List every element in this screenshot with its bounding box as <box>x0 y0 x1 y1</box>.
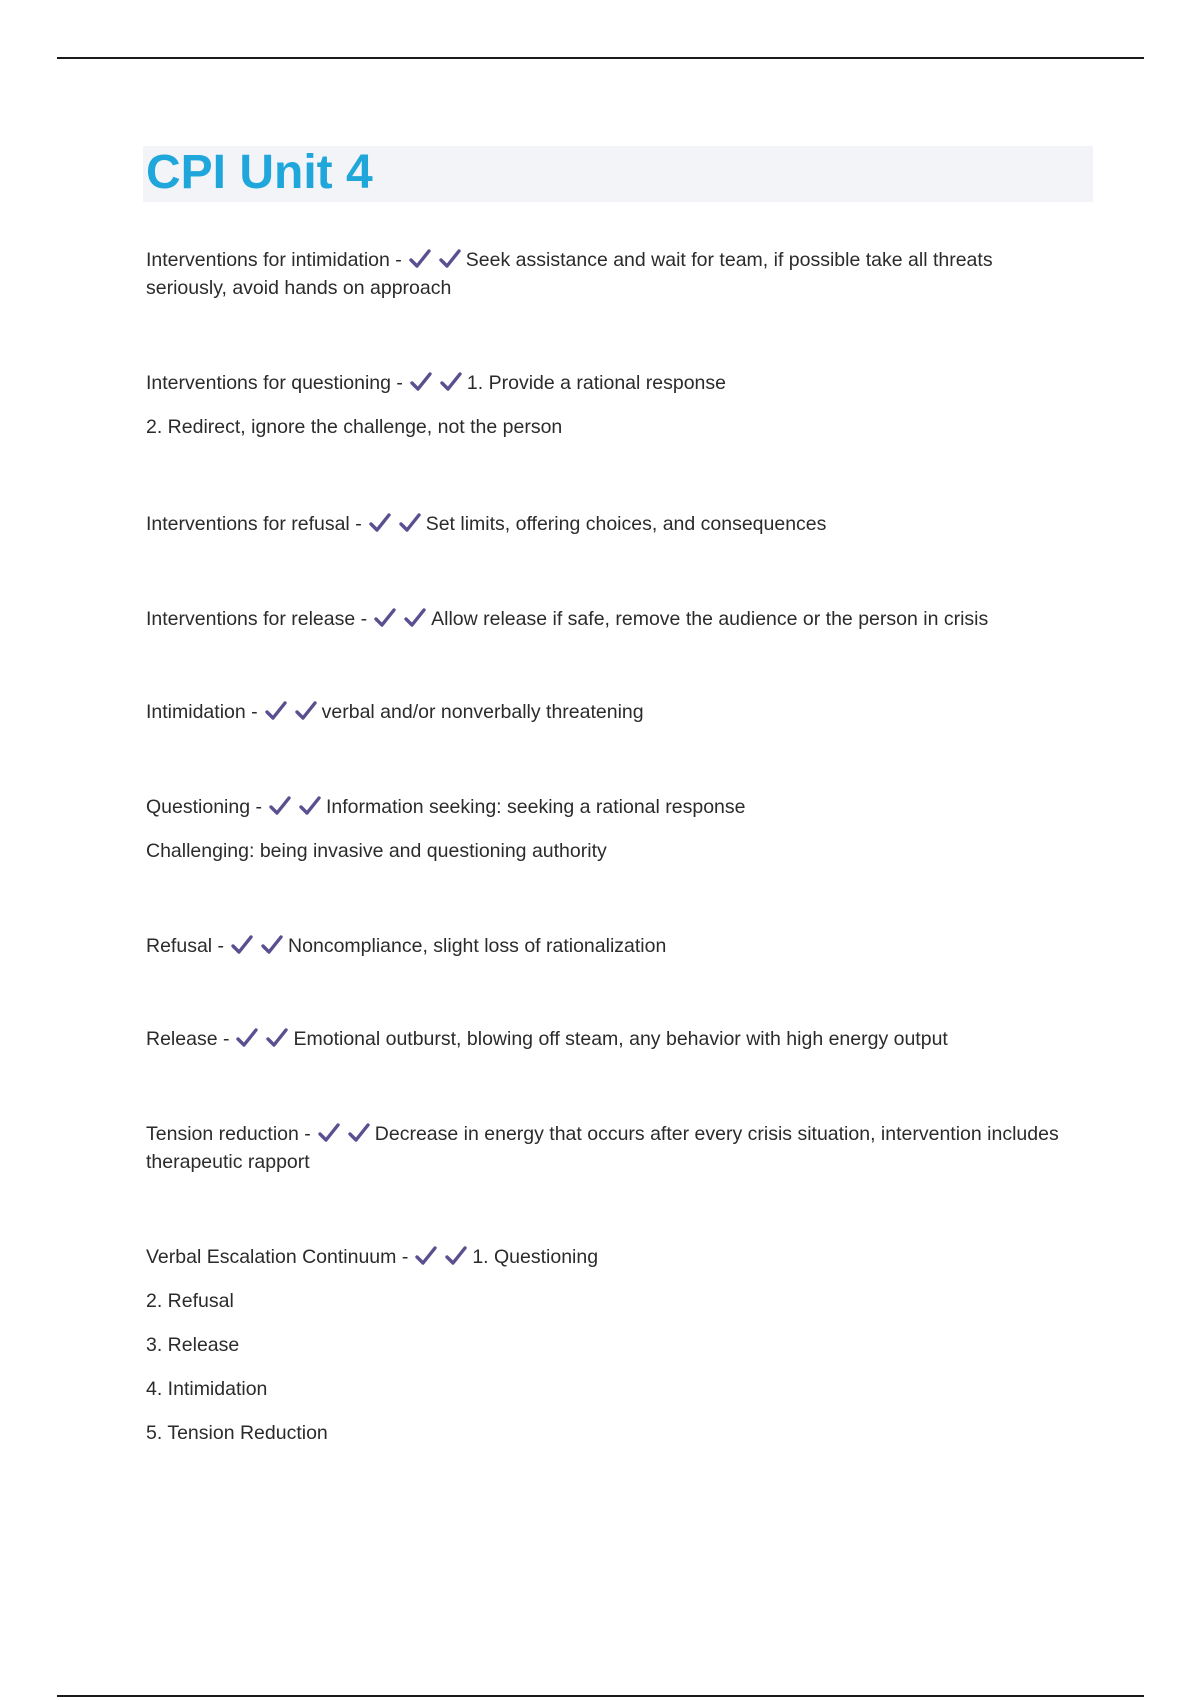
entry-interventions-intimidation <box>146 246 1066 302</box>
entry-line <box>146 698 1066 726</box>
entry-interventions-release <box>146 605 1066 633</box>
checkmark-icon <box>409 371 433 393</box>
entry-definition: Seek assistance and wait for team, if possible take all threats seriously, avoid hands on approach <box>146 249 993 299</box>
entry-questioning <box>146 793 1066 865</box>
entry-line <box>146 369 1066 397</box>
entry-extra-line: 2. Redirect, ignore the challenge, not the person <box>146 416 563 438</box>
checkmark-icon <box>414 1245 438 1267</box>
checkmark-icon <box>438 248 462 270</box>
entry-definition: Allow release if safe, remove the audience or the person in crisis <box>431 608 989 630</box>
checkmark-icon <box>260 934 284 956</box>
check-pair <box>368 510 428 538</box>
entry-refusal <box>146 932 1066 960</box>
entry-definition: Decrease in energy that occurs after every crisis situation, intervention includes therapeutic rapport <box>146 1123 1059 1173</box>
entry-line <box>146 246 1066 302</box>
term-separator: - <box>355 608 368 630</box>
entry-line <box>146 510 1066 538</box>
entry-definition: Emotional outburst, blowing off steam, any behavior with high energy output <box>293 1028 948 1050</box>
term-separator: - <box>212 935 225 957</box>
document-title: CPI Unit 4 <box>146 146 373 199</box>
checkmark-icon <box>264 700 288 722</box>
entry-definition: verbal and/or nonverbally threatening <box>321 701 644 723</box>
checkmark-icon <box>439 371 463 393</box>
checkmark-icon <box>235 1027 259 1049</box>
term-separator: - <box>391 372 403 394</box>
check-pair <box>409 369 469 397</box>
entry-definition: 1. Questioning <box>472 1246 599 1268</box>
footer-rule <box>57 1695 1144 1697</box>
checkmark-icon <box>298 795 322 817</box>
entry-extra-line: 5. Tension Reduction <box>146 1422 328 1444</box>
check-pair <box>264 698 324 726</box>
header-rule <box>57 57 1144 59</box>
checkmark-icon <box>444 1245 468 1267</box>
entry-term: Interventions for release <box>146 608 356 630</box>
entry-term: Refusal <box>146 935 213 957</box>
entry-definition: 1. Provide a rational response <box>466 372 726 394</box>
checkmark-icon <box>230 934 254 956</box>
checkmark-icon <box>403 607 427 629</box>
entry-interventions-questioning <box>146 369 1066 441</box>
entry-definition: Information seeking: seeking a rational response <box>326 796 746 818</box>
entry-term: Release <box>146 1028 218 1050</box>
entry-term: Questioning <box>146 796 251 818</box>
term-separator: - <box>298 1123 311 1145</box>
term-separator: - <box>396 1246 409 1268</box>
entry-line <box>146 1025 1066 1053</box>
entry-line <box>146 1243 1066 1271</box>
checkmark-icon <box>268 795 292 817</box>
entry-verbal-escalation-continuum <box>146 1243 1066 1447</box>
checkmark-icon <box>398 512 422 534</box>
term-separator: - <box>250 796 262 818</box>
checkmark-icon <box>347 1122 371 1144</box>
check-pair <box>268 793 328 821</box>
entry-line <box>146 1120 1066 1176</box>
entry-extra-line: Challenging: being invasive and questioning authority <box>146 840 607 862</box>
entry-interventions-refusal <box>146 510 1066 538</box>
entry-definition: Set limits, offering choices, and consequences <box>425 513 827 535</box>
entry-line <box>146 932 1066 960</box>
checkmark-icon <box>368 512 392 534</box>
check-pair <box>230 932 290 960</box>
entry-extra-line: 2. Refusal <box>146 1290 234 1312</box>
entry-term: Interventions for intimidation <box>146 249 390 271</box>
checkmark-icon <box>373 607 397 629</box>
term-separator: - <box>389 249 402 271</box>
checkmark-icon <box>408 248 432 270</box>
entry-line <box>146 793 1066 821</box>
entry-term: Interventions for refusal <box>146 513 350 535</box>
entry-extra-line: 4. Intimidation <box>146 1378 268 1400</box>
checkmark-icon <box>317 1122 341 1144</box>
check-pair <box>235 1025 295 1053</box>
entry-intimidation <box>146 698 1066 726</box>
entry-definition: Noncompliance, slight loss of rationalization <box>288 935 667 957</box>
entry-extra-line: 3. Release <box>146 1334 240 1356</box>
entry-term: Tension reduction <box>146 1123 299 1145</box>
check-pair <box>414 1243 474 1271</box>
term-separator: - <box>217 1028 230 1050</box>
check-pair <box>373 605 433 633</box>
entry-release <box>146 1025 1066 1053</box>
checkmark-icon <box>294 700 318 722</box>
check-pair <box>317 1120 377 1148</box>
term-separator: - <box>349 513 362 535</box>
check-pair <box>408 246 468 274</box>
entry-term: Verbal Escalation Continuum <box>146 1246 397 1268</box>
checkmark-icon <box>265 1027 289 1049</box>
entry-term: Interventions for questioning <box>146 372 391 394</box>
entry-line <box>146 605 1066 633</box>
term-separator: - <box>245 701 258 723</box>
entry-term: Intimidation <box>146 701 246 723</box>
entry-tension-reduction <box>146 1120 1066 1176</box>
